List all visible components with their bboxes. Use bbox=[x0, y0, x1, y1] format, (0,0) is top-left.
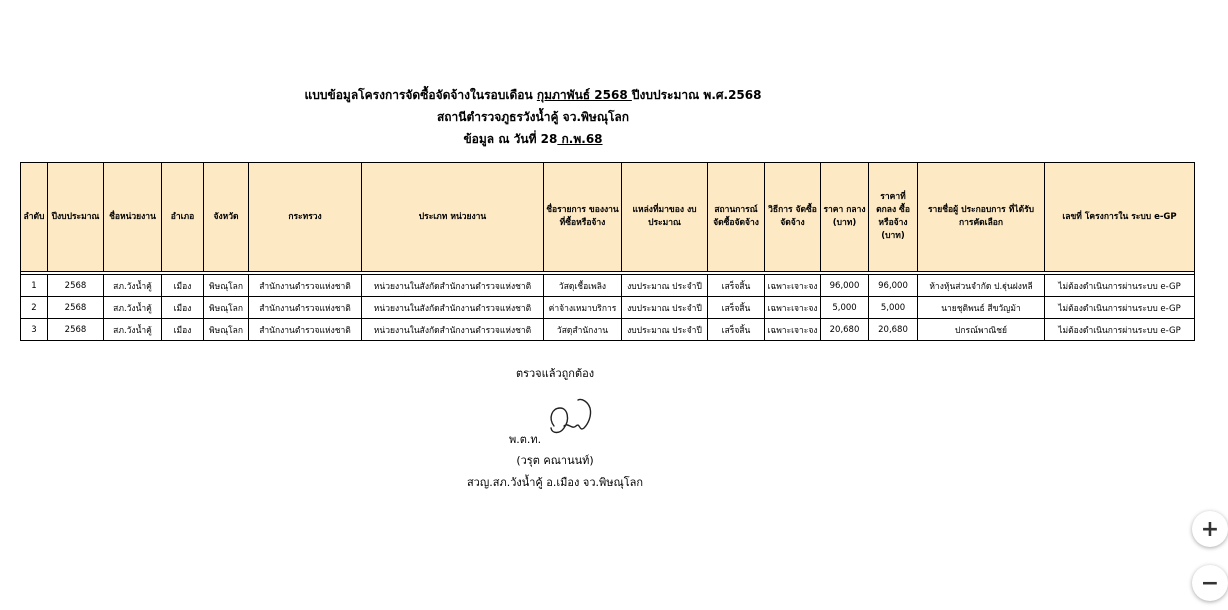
cell-vendor: ห้างหุ้นส่วนจำกัด ป.ฐุ่นฝงหลี bbox=[918, 275, 1045, 297]
table-row bbox=[21, 319, 1195, 341]
cell-unit-type: หน่วยงานในสังกัดสำนักงานตำรวจแห่งชาติ bbox=[362, 275, 544, 297]
title-line-1 bbox=[0, 84, 1066, 106]
cell-median-price: 5,000 bbox=[821, 297, 869, 319]
verified-text: ตรวจแล้วถูกต้อง bbox=[515, 367, 595, 380]
cell-median-price: 96,000 bbox=[821, 275, 869, 297]
header-project-no: เลขที่ โครงการใน ระบบ e-GP bbox=[1045, 163, 1195, 272]
cell-status: เสร็จสิ้น bbox=[708, 319, 765, 341]
cell-ministry: สำนักงานตำรวจแห่งชาติ bbox=[249, 275, 362, 297]
cell-vendor: ปกรณ์พาณิชย์ bbox=[918, 319, 1045, 341]
cell-fiscal-year: 2568 bbox=[48, 319, 104, 341]
title-line-3 bbox=[0, 128, 1066, 150]
cell-item-name: วัสดุเชื้อเพลิง bbox=[544, 275, 622, 297]
header-fiscal-year: ปีงบประมาณ bbox=[48, 163, 104, 272]
table-header-row bbox=[21, 163, 1195, 272]
cell-unit-name: สภ.วังน้ำคู้ bbox=[104, 275, 162, 297]
header-unit-type: ประเภท หน่วยงาน bbox=[362, 163, 544, 272]
cell-fiscal-year: 2568 bbox=[48, 297, 104, 319]
title-line-1-prefix: แบบข้อมูลโครงการจัดซื้อจัดจ้างในรอบเดือน bbox=[304, 88, 537, 102]
cell-project-no: ไม่ต้องดำเนินการผ่านระบบ e-GP bbox=[1045, 275, 1195, 297]
cell-unit-type: หน่วยงานในสังกัดสำนักงานตำรวจแห่งชาติ bbox=[362, 297, 544, 319]
cell-median-price: 20,680 bbox=[821, 319, 869, 341]
cell-budget-source: งบประมาณ ประจำปี bbox=[622, 319, 708, 341]
cell-contract-price: 20,680 bbox=[869, 319, 918, 341]
cell-unit-name: สภ.วังน้ำคู้ bbox=[104, 297, 162, 319]
title-month: กุมภาพันธ์ 2568 bbox=[536, 88, 632, 102]
cell-item-name: ค่าจ้างเหมาบริการ bbox=[544, 297, 622, 319]
cell-unit-type: หน่วยงานในสังกัดสำนักงานตำรวจแห่งชาติ bbox=[362, 319, 544, 341]
header-contract-price: ราคาที่ ตกลง ซื้อหรือจ้าง (บาท) bbox=[869, 163, 918, 272]
signer-name: (วรุต คณานนท์) bbox=[516, 454, 594, 467]
table-row bbox=[21, 275, 1195, 297]
procurement-table bbox=[20, 162, 1195, 341]
cell-no: 3 bbox=[21, 319, 48, 341]
zoom-out-button[interactable]: − bbox=[1192, 565, 1228, 601]
cell-fiscal-year: 2568 bbox=[48, 275, 104, 297]
cell-status: เสร็จสิ้น bbox=[708, 275, 765, 297]
cell-district: เมือง bbox=[162, 319, 204, 341]
title-date: ก.พ.68 bbox=[557, 132, 603, 146]
title-line-2: สถานีตำรวจภูธรวังน้ำคู้ จว.พิษณุโลก bbox=[436, 110, 630, 124]
signer-position: สวญ.สภ.วังน้ำคู้ อ.เมือง จว.พิษณุโลก bbox=[466, 476, 644, 489]
cell-project-no: ไม่ต้องดำเนินการผ่านระบบ e-GP bbox=[1045, 319, 1195, 341]
cell-method: เฉพาะเจาะจง bbox=[765, 319, 821, 341]
cell-status: เสร็จสิ้น bbox=[708, 297, 765, 319]
cell-ministry: สำนักงานตำรวจแห่งชาติ bbox=[249, 319, 362, 341]
cell-project-no: ไม่ต้องดำเนินการผ่านระบบ e-GP bbox=[1045, 297, 1195, 319]
cell-district: เมือง bbox=[162, 275, 204, 297]
header-district: อำเภอ bbox=[162, 163, 204, 272]
title-line-1-suffix: ปีงบประมาณ พ.ศ.2568 bbox=[631, 88, 762, 102]
header-status: สถานการณ์ จัดซื้อจัดจ้าง bbox=[708, 163, 765, 272]
cell-province: พิษณุโลก bbox=[204, 297, 249, 319]
header-budget-source: แหล่งที่มาของ งบประมาณ bbox=[622, 163, 708, 272]
cell-budget-source: งบประมาณ ประจำปี bbox=[622, 297, 708, 319]
cell-ministry: สำนักงานตำรวจแห่งชาติ bbox=[249, 297, 362, 319]
zoom-in-button[interactable]: + bbox=[1192, 511, 1228, 547]
cell-district: เมือง bbox=[162, 297, 204, 319]
signer-rank: พ.ต.ท. bbox=[509, 433, 542, 446]
table-row bbox=[21, 297, 1195, 319]
header-no: ลำดับ bbox=[21, 163, 48, 272]
cell-budget-source: งบประมาณ ประจำปี bbox=[622, 275, 708, 297]
header-province: จังหวัด bbox=[204, 163, 249, 272]
cell-method: เฉพาะเจาะจง bbox=[765, 275, 821, 297]
cell-province: พิษณุโลก bbox=[204, 319, 249, 341]
header-vendor: รายชื่อผู้ ประกอบการ ที่ได้รับ การคัดเลือก bbox=[918, 163, 1045, 272]
cell-method: เฉพาะเจาะจง bbox=[765, 297, 821, 319]
header-median-price: ราคา กลาง (บาท) bbox=[821, 163, 869, 272]
cell-unit-name: สภ.วังน้ำคู้ bbox=[104, 319, 162, 341]
document-title bbox=[0, 84, 1066, 150]
header-method: วิธีการ จัดซื้อ จัดจ้าง bbox=[765, 163, 821, 272]
cell-contract-price: 5,000 bbox=[869, 297, 918, 319]
title-line-3-prefix: ข้อมูล ณ วันที่ 28 bbox=[463, 132, 558, 146]
header-ministry: กระทรวง bbox=[249, 163, 362, 272]
header-unit-name: ชื่อหน่วยงาน bbox=[104, 163, 162, 272]
cell-province: พิษณุโลก bbox=[204, 275, 249, 297]
cell-item-name: วัสดุสำนักงาน bbox=[544, 319, 622, 341]
cell-no: 1 bbox=[21, 275, 48, 297]
cell-no: 2 bbox=[21, 297, 48, 319]
header-item-name: ชื่อรายการ ของงาน ที่ซื้อหรือจ้าง bbox=[544, 163, 622, 272]
cell-contract-price: 96,000 bbox=[869, 275, 918, 297]
cell-vendor: นายชุติพนธ์ สีขวัญม้า bbox=[918, 297, 1045, 319]
handwritten-signature bbox=[546, 396, 598, 442]
